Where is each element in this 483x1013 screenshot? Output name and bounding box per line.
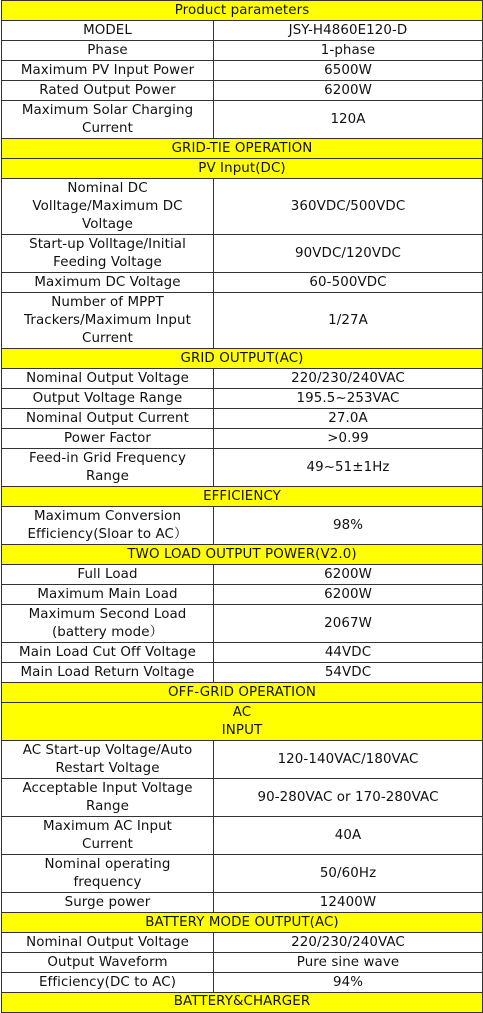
spec-row xyxy=(2,953,483,973)
spec-row xyxy=(2,389,483,409)
section-header-row xyxy=(2,1,483,21)
section-header-row xyxy=(2,993,483,1013)
spec-label-maximum-solar-charging-current: Maximum Solar Charging Current xyxy=(2,101,214,139)
section-header-row xyxy=(2,703,483,741)
spec-value: 49~51±1Hz xyxy=(214,449,483,487)
spec-label-feed-in-grid-frequency-range: Feed-in Grid Frequency Range xyxy=(2,449,214,487)
spec-label-rated-output-power: Rated Output Power xyxy=(2,81,214,101)
spec-value: 120-140VAC/180VAC xyxy=(214,741,483,779)
section-header-product-parameters: Product parameters xyxy=(2,1,483,21)
section-header-battery-charger: BATTERY&CHARGER xyxy=(2,993,483,1013)
section-header-row xyxy=(2,487,483,507)
spec-label-maximum-conversion-efficiency-sloar-to-a: Maximum Conversion Efficiency(Sloar to AC） xyxy=(2,507,214,545)
spec-row xyxy=(2,235,483,273)
spec-label-nominal-output-voltage: Nominal Output Voltage xyxy=(2,369,214,389)
spec-value: JSY-H4860E120-D xyxy=(214,21,483,41)
spec-label-main-load-return-voltage: Main Load Return Voltage xyxy=(2,663,214,683)
spec-label-output-voltage-range: Output Voltage Range xyxy=(2,389,214,409)
spec-row xyxy=(2,21,483,41)
spec-label-maximum-second-load-battery-mode: Maximum Second Load (battery mode） xyxy=(2,605,214,643)
spec-label-power-factor: Power Factor xyxy=(2,429,214,449)
spec-row xyxy=(2,643,483,663)
section-header-off-grid-operation: OFF-GRID OPERATION xyxy=(2,683,483,703)
spec-row xyxy=(2,293,483,349)
spec-value: 50/60Hz xyxy=(214,855,483,893)
spec-row xyxy=(2,565,483,585)
spec-value: 90-280VAC or 170-280VAC xyxy=(214,779,483,817)
spec-row xyxy=(2,507,483,545)
spec-value: 6200W xyxy=(214,585,483,605)
spec-label-nominal-output-voltage: Nominal Output Voltage xyxy=(2,933,214,953)
spec-value: 98% xyxy=(214,507,483,545)
spec-table-body xyxy=(2,1,483,1013)
spec-value: 120A xyxy=(214,101,483,139)
spec-row xyxy=(2,41,483,61)
spec-label-efficiency-dc-to-ac: Efficiency(DC to AC) xyxy=(2,973,214,993)
section-header-efficiency: EFFICIENCY xyxy=(2,487,483,507)
spec-value: 90VDC/120VDC xyxy=(214,235,483,273)
spec-value: 6200W xyxy=(214,565,483,585)
spec-value: 220/230/240VAC xyxy=(214,933,483,953)
spec-row xyxy=(2,817,483,855)
spec-row xyxy=(2,933,483,953)
spec-row xyxy=(2,429,483,449)
spec-value: 220/230/240VAC xyxy=(214,369,483,389)
section-header-row xyxy=(2,683,483,703)
spec-row xyxy=(2,179,483,235)
section-header-row xyxy=(2,159,483,179)
spec-row xyxy=(2,81,483,101)
spec-row xyxy=(2,779,483,817)
spec-value: 54VDC xyxy=(214,663,483,683)
spec-value: >0.99 xyxy=(214,429,483,449)
product-parameters-table xyxy=(1,0,483,1013)
spec-row xyxy=(2,605,483,643)
spec-label-nominal-operating-frequency: Nominal operating frequency xyxy=(2,855,214,893)
spec-value: 195.5~253VAC xyxy=(214,389,483,409)
spec-value: 44VDC xyxy=(214,643,483,663)
spec-value: 94% xyxy=(214,973,483,993)
spec-value: 27.0A xyxy=(214,409,483,429)
section-header-row xyxy=(2,139,483,159)
section-header-row xyxy=(2,545,483,565)
spec-row xyxy=(2,893,483,913)
spec-label-ac-start-up-voltage-auto-restart-voltage: AC Start-up Voltage/Auto Restart Voltage xyxy=(2,741,214,779)
spec-label-model: MODEL xyxy=(2,21,214,41)
spec-label-surge-power: Surge power xyxy=(2,893,214,913)
spec-row xyxy=(2,61,483,81)
spec-label-maximum-main-load: Maximum Main Load xyxy=(2,585,214,605)
spec-value: 360VDC/500VDC xyxy=(214,179,483,235)
spec-row xyxy=(2,741,483,779)
section-header-grid-tie-operation: GRID-TIE OPERATION xyxy=(2,139,483,159)
section-header-row xyxy=(2,349,483,369)
section-header-grid-output-ac: GRID OUTPUT(AC) xyxy=(2,349,483,369)
spec-label-maximum-pv-input-power: Maximum PV Input Power xyxy=(2,61,214,81)
section-header-ac-input: AC INPUT xyxy=(2,703,483,741)
section-header-two-load-output-power-v2-0: TWO LOAD OUTPUT POWER(V2.0) xyxy=(2,545,483,565)
spec-value: 12400W xyxy=(214,893,483,913)
spec-value: 6200W xyxy=(214,81,483,101)
spec-row xyxy=(2,855,483,893)
spec-label-maximum-dc-voltage: Maximum DC Voltage xyxy=(2,273,214,293)
spec-label-nominal-dc-volltage-maximum-dc-voltage: Nominal DC Volltage/Maximum DC Voltage xyxy=(2,179,214,235)
spec-label-phase: Phase xyxy=(2,41,214,61)
spec-label-maximum-ac-input-current: Maximum AC Input Current xyxy=(2,817,214,855)
spec-label-acceptable-input-voltage-range: Acceptable Input Voltage Range xyxy=(2,779,214,817)
section-header-row xyxy=(2,913,483,933)
spec-row xyxy=(2,273,483,293)
section-header-battery-mode-output-ac: BATTERY MODE OUTPUT(AC) xyxy=(2,913,483,933)
spec-label-nominal-output-current: Nominal Output Current xyxy=(2,409,214,429)
spec-label-main-load-cut-off-voltage: Main Load Cut Off Voltage xyxy=(2,643,214,663)
spec-value: 40A xyxy=(214,817,483,855)
spec-label-number-of-mppt-trackers-maximum-input-cu: Number of MPPT Trackers/Maximum Input Current xyxy=(2,293,214,349)
spec-value: 6500W xyxy=(214,61,483,81)
spec-row xyxy=(2,973,483,993)
spec-label-start-up-volltage-initial-feeding-voltag: Start-up Volltage/Initial Feeding Voltage xyxy=(2,235,214,273)
spec-row xyxy=(2,663,483,683)
spec-value: Pure sine wave xyxy=(214,953,483,973)
spec-row xyxy=(2,409,483,429)
spec-row xyxy=(2,585,483,605)
spec-row xyxy=(2,449,483,487)
section-header-pv-input-dc: PV Input(DC) xyxy=(2,159,483,179)
spec-label-full-load: Full Load xyxy=(2,565,214,585)
spec-value: 60-500VDC xyxy=(214,273,483,293)
spec-label-output-waveform: Output Waveform xyxy=(2,953,214,973)
spec-row xyxy=(2,101,483,139)
spec-value: 1/27A xyxy=(214,293,483,349)
spec-row xyxy=(2,369,483,389)
spec-value: 1-phase xyxy=(214,41,483,61)
spec-value: 2067W xyxy=(214,605,483,643)
